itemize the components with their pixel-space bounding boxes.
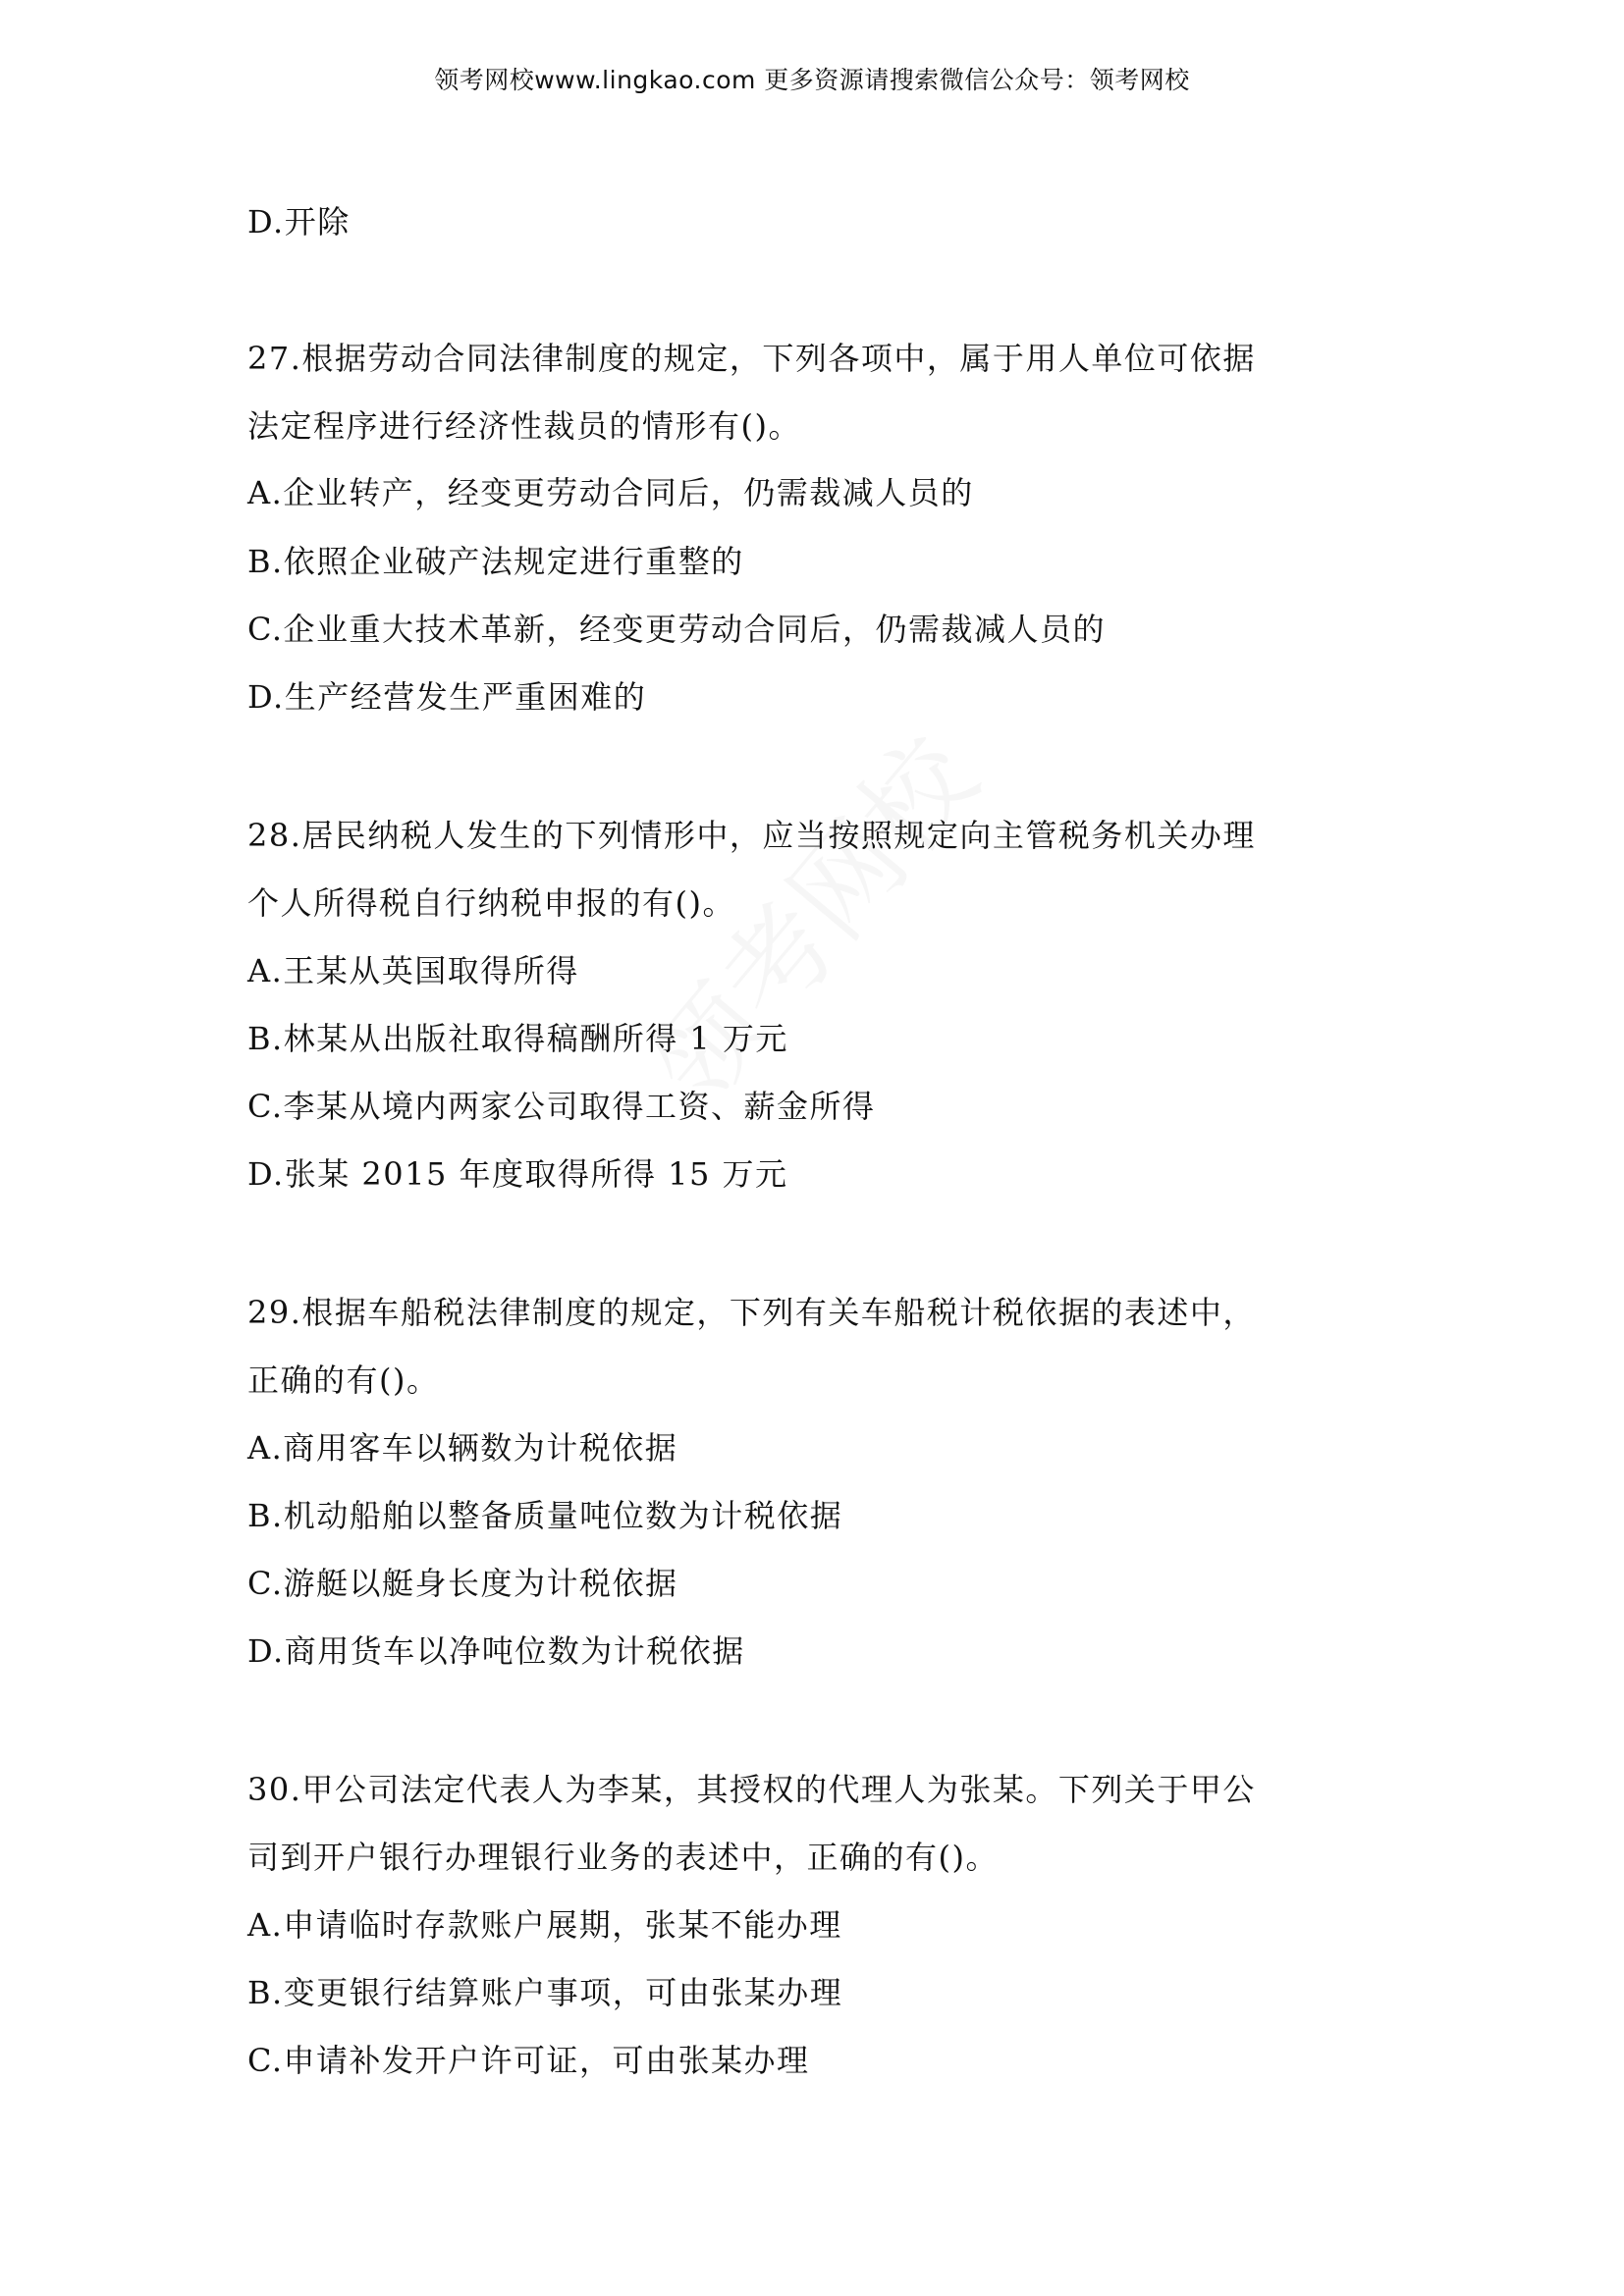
option-27-c: C.企业重大技术革新，经变更劳动合同后，仍需裁减人员的 [247,611,1107,648]
option-26-d: D.开除 [247,203,351,240]
option-27-a: A.企业转产，经变更劳动合同后，仍需裁减人员的 [247,474,974,511]
page-header: 领考网校www.lingkao.com 更多资源请搜索微信公众号：领考网校 [434,66,1190,94]
option-29-a: A.商用客车以辆数为计税依据 [247,1429,678,1467]
question-27-line-1: 27.根据劳动合同法律制度的规定，下列各项中，属于用人单位可依据 [247,340,1256,377]
option-30-a: A.申请临时存款账户展期，张某不能办理 [247,1906,842,1944]
option-27-d: D.生产经营发生严重困难的 [247,678,647,716]
question-30-line-2: 司到开户银行办理银行业务的表述中，正确的有()。 [247,1839,999,1876]
option-27-b: B.依照企业破产法规定进行重整的 [247,543,744,580]
question-30-line-1: 30.甲公司法定代表人为李某，其授权的代理人为张某。下列关于甲公 [247,1771,1256,1808]
option-28-b: B.林某从出版社取得稿酬所得 1 万元 [247,1020,788,1057]
option-28-a: A.王某从英国取得所得 [247,952,579,989]
option-30-b: B.变更银行结算账户事项，可由张某办理 [247,1974,843,2011]
question-29-line-1: 29.根据车船税法律制度的规定，下列有关车船税计税依据的表述中， [247,1294,1256,1331]
option-29-c: C.游艇以艇身长度为计税依据 [247,1565,678,1602]
option-29-d: D.商用货车以净吨位数为计税依据 [247,1632,745,1670]
question-28-line-1: 28.居民纳税人发生的下列情形中，应当按照规定向主管税务机关办理 [247,817,1256,854]
question-27-line-2: 法定程序进行经济性裁员的情形有()。 [247,407,801,445]
question-28-line-2: 个人所得税自行纳税申报的有()。 [247,884,735,922]
question-29-line-2: 正确的有()。 [247,1362,440,1399]
option-30-c: C.申请补发开户许可证，可由张某办理 [247,2042,810,2079]
option-28-d: D.张某 2015 年度取得所得 15 万元 [247,1155,788,1193]
option-29-b: B.机动船舶以整备质量吨位数为计税依据 [247,1497,843,1534]
option-28-c: C.李某从境内两家公司取得工资、薪金所得 [247,1088,876,1125]
